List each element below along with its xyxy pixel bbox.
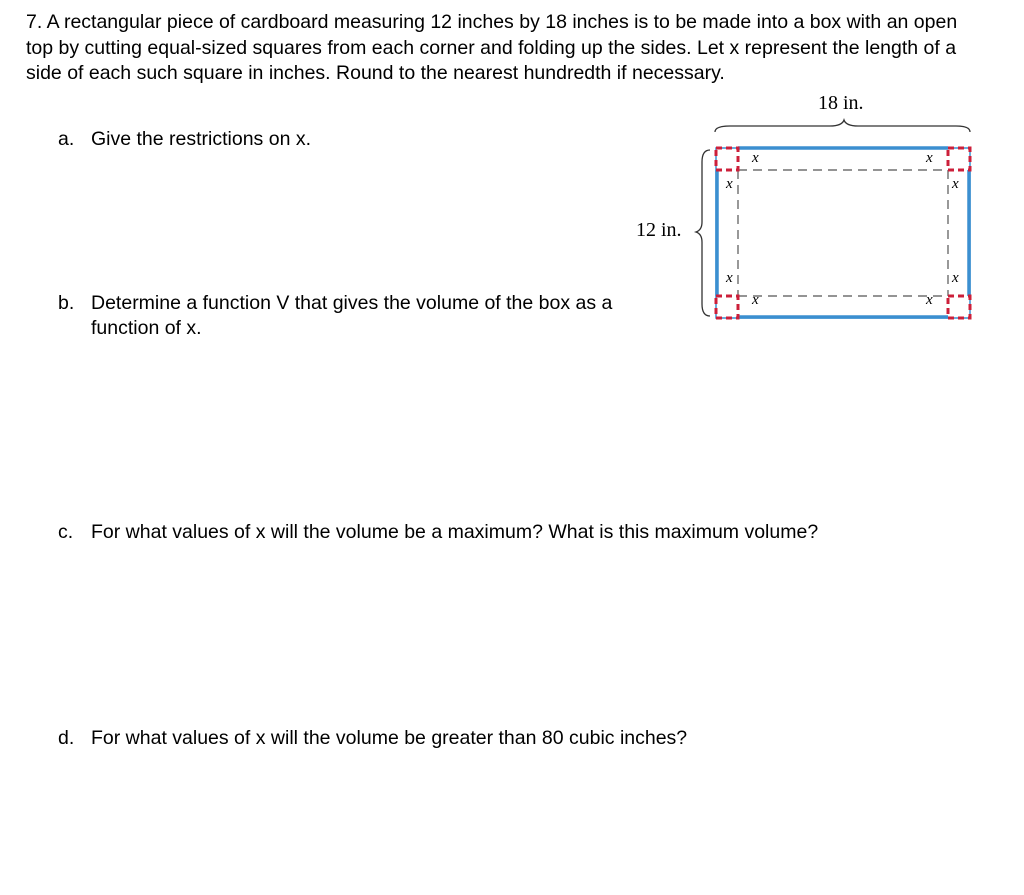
- corner-square-bottom-left: [716, 296, 738, 318]
- cut-label-bl-bottom: x: [752, 292, 759, 308]
- width-brace: [715, 120, 970, 132]
- cut-label-tr-side: x: [952, 176, 959, 192]
- part-b: [58, 291, 638, 341]
- part-c-letter: c.: [58, 521, 74, 543]
- part-d-text: For what values of x will the volume be greater than 80 cubic inches?: [91, 727, 688, 749]
- width-label: 18 in.: [818, 92, 864, 114]
- cut-label-br-side: x: [952, 270, 959, 286]
- part-b-text: Determine a function V that gives the volume of the box as a function of x.: [91, 292, 613, 339]
- problem-statement: [26, 10, 986, 87]
- cut-label-br-bottom: x: [926, 292, 933, 308]
- height-brace: [696, 150, 710, 316]
- problem-number: 7.: [26, 11, 43, 33]
- cut-label-bl-side: x: [726, 270, 733, 286]
- cut-label-tr-top: x: [926, 150, 933, 166]
- cut-label-tl-top: x: [752, 150, 759, 166]
- part-d: [58, 726, 958, 751]
- corner-square-top-right: [948, 148, 970, 170]
- part-a: [58, 127, 658, 152]
- cardboard-diagram-svg: [630, 88, 1000, 338]
- cut-label-tl-side: x: [726, 176, 733, 192]
- part-c: [58, 520, 958, 545]
- part-a-text: Give the restrictions on x.: [91, 128, 312, 150]
- part-d-letter: d.: [58, 727, 75, 749]
- cardboard-diagram: [630, 88, 1000, 338]
- corner-square-bottom-right: [948, 296, 970, 318]
- corner-square-top-left: [716, 148, 738, 170]
- part-b-letter: b.: [58, 292, 75, 314]
- height-label: 12 in.: [636, 219, 682, 241]
- part-a-letter: a.: [58, 128, 75, 150]
- part-c-text: For what values of x will the volume be a maximum? What is this maximum volume?: [91, 521, 819, 543]
- problem-text: A rectangular piece of cardboard measuring 12 inches by 18 inches is to be made into a box with an open top by cutting equal-sized squares from each corner and folding up the sides. Let x represent the length of a side of each such square in inches. Round to the nearest hundredth if necessary.: [26, 11, 958, 84]
